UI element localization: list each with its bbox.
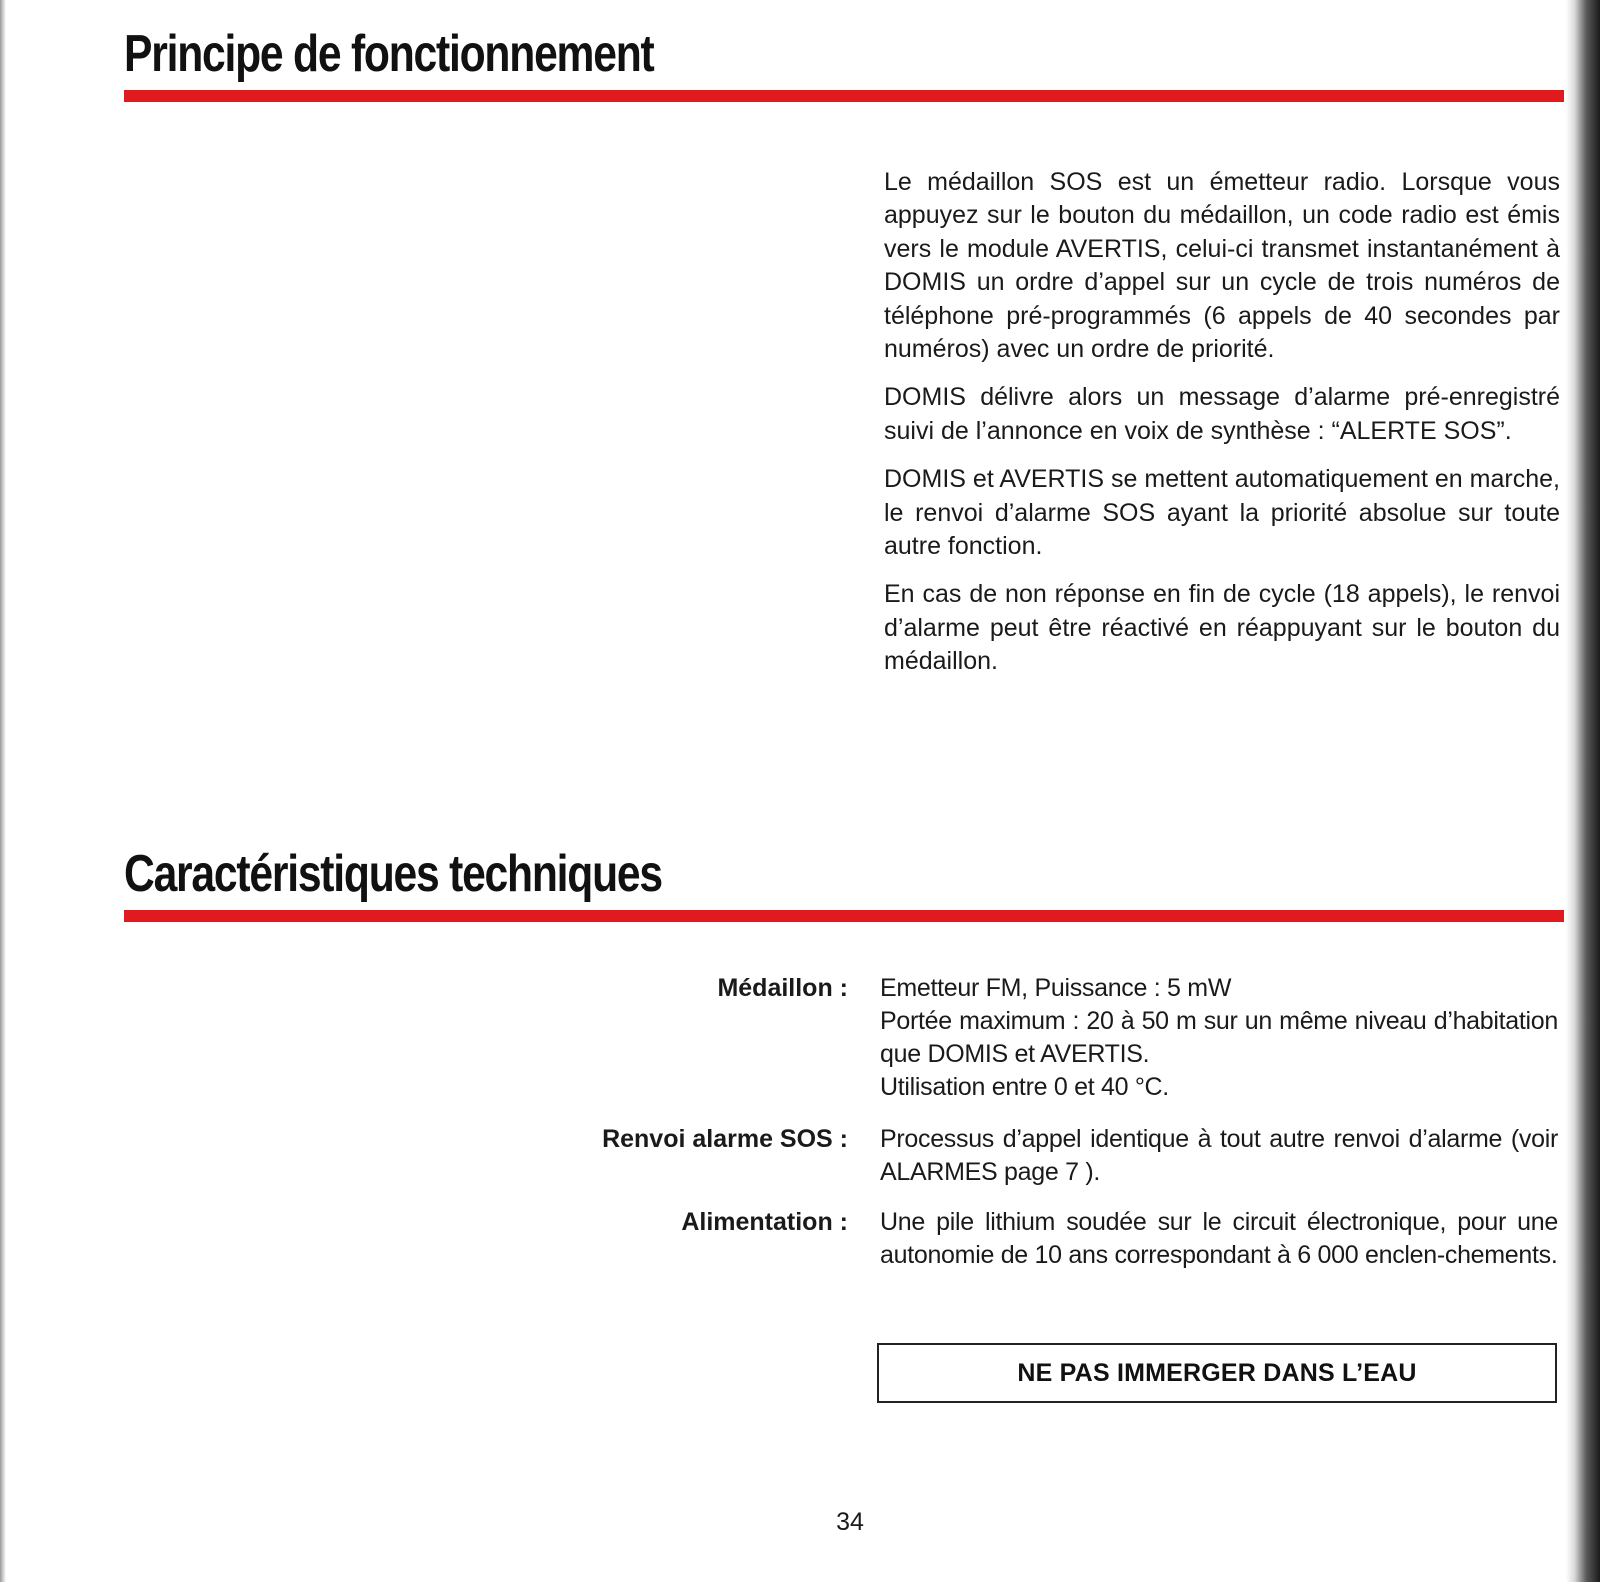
section-title-caracteristiques: Caractéristiques techniques	[124, 845, 662, 903]
principe-paragraph: Le médaillon SOS est un émetteur radio. Lorsque vous appuyez sur le bouton du médaillon, un code radio est émis vers le module AVERTIS, celui-ci transmet instantanément à DOMIS un ordre d’appel sur un cycle de trois numéros de téléphone pré-programmés (6 appels de 40 secondes par numéros) avec un ordre de priorité.	[884, 168, 1560, 364]
title-underline-rule	[124, 910, 1564, 922]
principe-paragraph: En cas de non réponse en fin de cycle (18 appels), le renvoi d’alarme peut être réactivé en réappuyant sur le bouton du médaillon.	[884, 580, 1560, 676]
spec-line: Processus d’appel identique à tout autre renvoi d’alarme (voir ALARMES page 7 ).	[880, 1125, 1558, 1186]
section-title-principe: Principe de fonctionnement	[124, 25, 654, 83]
spec-line: Portée maximum : 20 à 50 m sur un même niveau d’habitation que DOMIS et AVERTIS.	[880, 1007, 1558, 1068]
principe-paragraph: DOMIS et AVERTIS se mettent automatiquement en marche, le renvoi d’alarme SOS ayant la priorité absolue sur toute autre fonction.	[884, 465, 1560, 561]
spec-value	[880, 972, 1558, 1104]
spec-line: Emetteur FM, Puissance : 5 mW	[880, 974, 1232, 1002]
principe-paragraph: DOMIS délivre alors un message d’alarme pré-enregistré suivi de l’annonce en voix de synthèse : “ALERTE SOS”.	[884, 383, 1560, 445]
warning-box	[877, 1343, 1557, 1403]
page-left-edge	[0, 0, 6, 1582]
page-number: 34	[836, 1508, 864, 1536]
spec-label: Médaillon :	[717, 974, 848, 1002]
spec-line: Utilisation entre 0 et 40 °C.	[880, 1073, 1169, 1101]
principe-body	[884, 166, 1560, 694]
spec-label: Renvoi alarme SOS :	[602, 1125, 848, 1153]
title-underline-rule	[124, 90, 1564, 102]
warning-text: NE PAS IMMERGER DANS L’EAU	[1017, 1358, 1417, 1387]
spec-value	[880, 1206, 1558, 1272]
page-binding-shadow	[1566, 0, 1600, 1582]
spec-line: Une pile lithium soudée sur le circuit électronique, pour une autonomie de 10 ans correspondant à 6 000 enclen-chements.	[880, 1208, 1558, 1269]
spec-value	[880, 1123, 1558, 1189]
spec-label: Alimentation :	[681, 1208, 848, 1236]
